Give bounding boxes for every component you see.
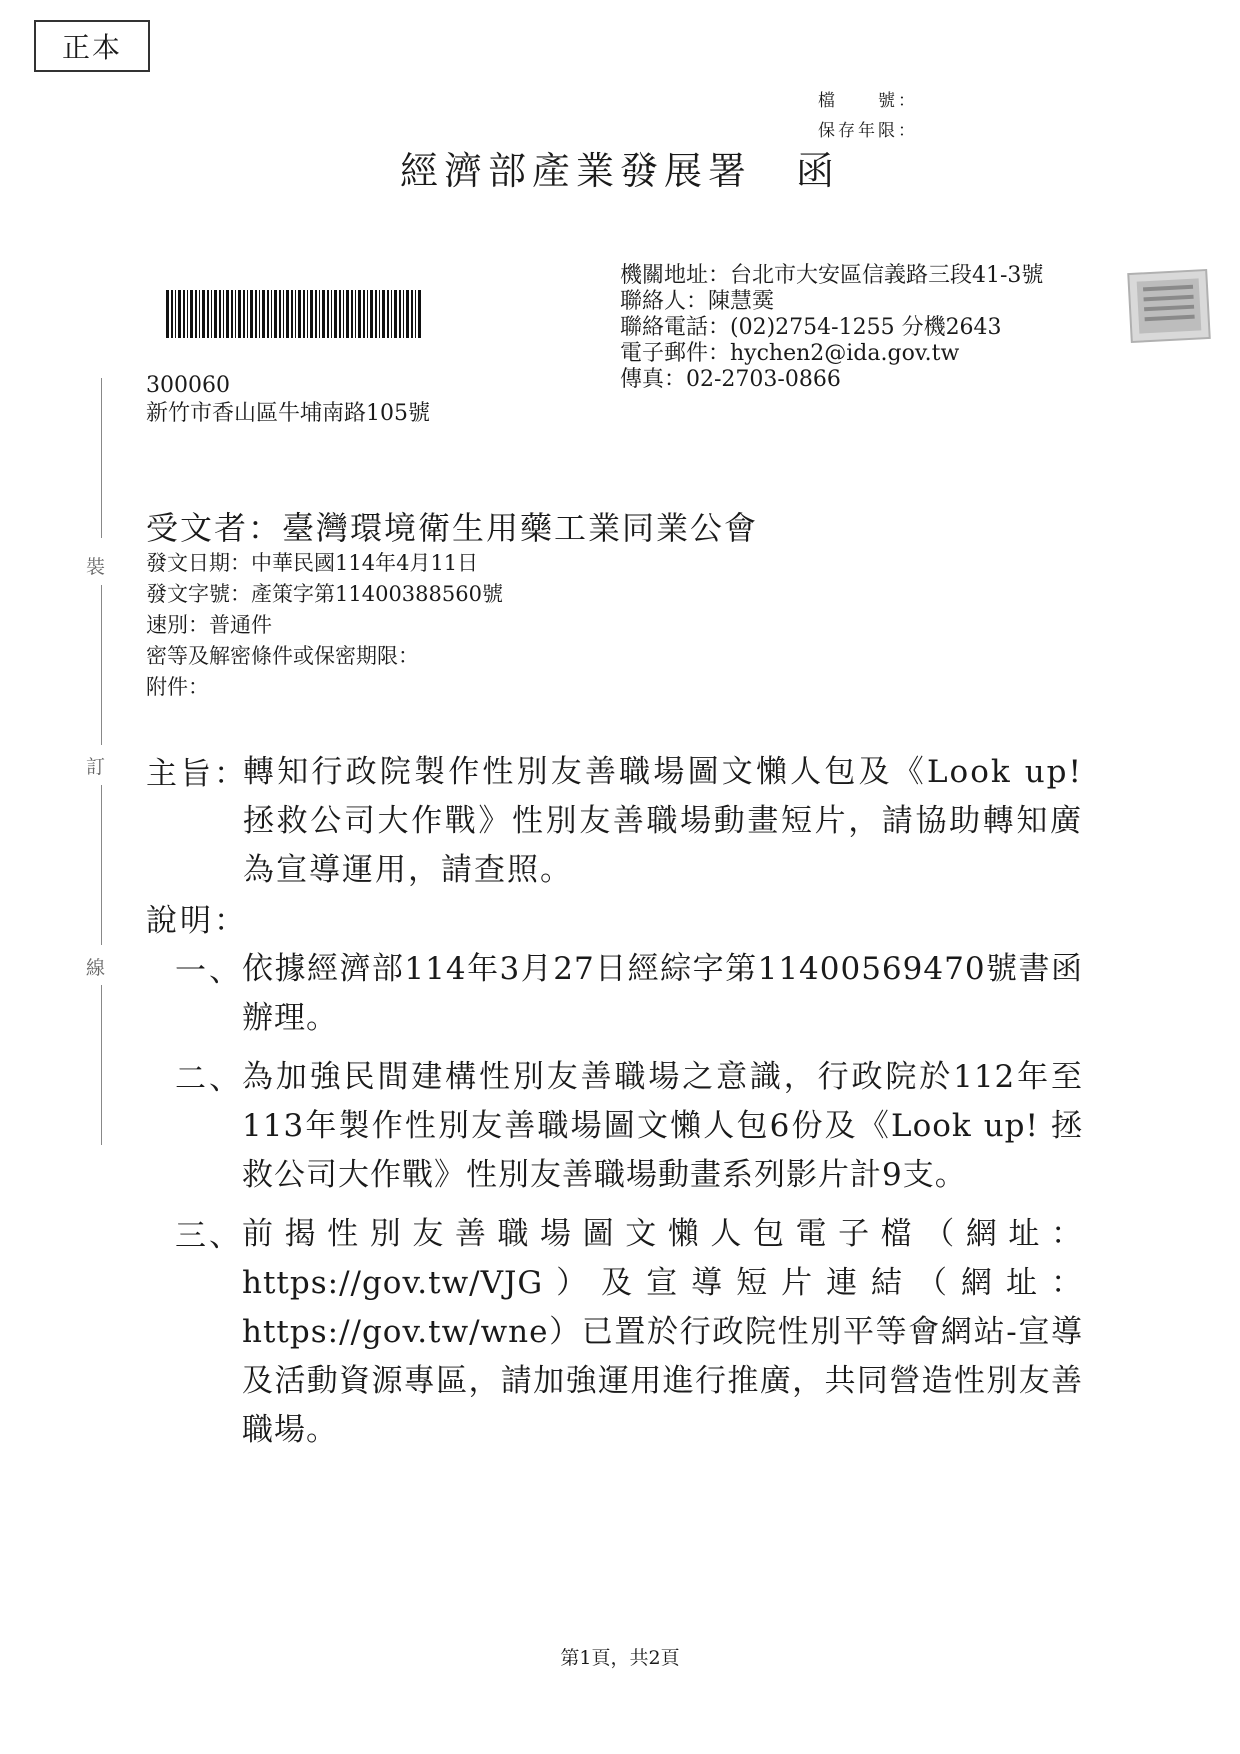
binding-line [101, 985, 102, 1145]
postal-code: 300060 [146, 373, 230, 398]
issue-date: 發文日期：中華民國114年4月11日 [146, 551, 479, 575]
binding-mark-ding: 訂 [86, 756, 106, 778]
binding-line [101, 378, 102, 538]
binding-mark-zhuang: 裝 [86, 556, 106, 578]
original-copy-label: 正本 [61, 31, 122, 64]
retention-period-label: 保存年限： [818, 121, 918, 141]
contact-block [620, 263, 1043, 393]
item-text-2: 為加強民間建構性別友善職場之意識，行政院於112年至113年製作性別友善職場圖文懶人包6份及《Look up! 拯救公司大作戰》性別友善職場動畫系列影片計9支。 [242, 1059, 1083, 1193]
attachment-label: 附件： [146, 675, 209, 699]
item-label-3: 三、 [175, 1218, 243, 1254]
item-label-1: 一、 [175, 953, 243, 989]
subject-label: 主旨： [146, 756, 248, 792]
subject-text: 轉知行政院製作性別友善職場圖文懶人包及《Look up! 拯救公司大作戰》性別友善職場動畫短片，請協助轉知廣為宣導運用，請查照。 [243, 754, 1083, 888]
item-text-1: 依據經濟部114年3月27日經綜字第11400569470號書函辦理。 [242, 951, 1083, 1036]
speed-class: 速別：普通件 [146, 613, 272, 637]
agency-address: 機關地址：台北市大安區信義路三段41-3號 [620, 263, 1044, 288]
contact-phone: 聯絡電話：(02)2754-1255 分機2643 [620, 315, 1002, 340]
original-copy-stamp [34, 20, 150, 72]
official-seal-icon [1126, 268, 1212, 344]
document-number: 發文字號：產策字第11400388560號 [146, 582, 503, 606]
explanation-label: 說明： [146, 903, 248, 939]
page-footer: 第1頁，共2頁 [560, 1647, 680, 1669]
file-number-label: 檔 號： [818, 91, 918, 111]
document-title: 經濟部產業發展署 函 [399, 149, 840, 193]
item-text-3: 前揭性別友善職場圖文懶人包電子檔（網址：https://gov.tw/VJG）及宣導短片連結（網址：https://gov.tw/wne）已置於行政院性別平等會網站-宣導及活動資源專區，請加強運用進行推廣，共同營造性別友善職場。 [242, 1216, 1083, 1448]
contact-person: 聯絡人：陳慧霙 [620, 289, 775, 314]
secrecy-level: 密等及解密條件或保密期限： [146, 644, 419, 668]
recipient-line: 受文者：臺灣環境衛生用藥工業同業公會 [146, 509, 759, 547]
street-address: 新竹市香山區牛埔南路105號 [146, 401, 430, 426]
binding-mark-xian: 線 [86, 957, 106, 979]
recipient-address [146, 372, 430, 428]
document-meta [146, 548, 503, 703]
contact-fax: 傳真：02-2703-0866 [620, 367, 841, 392]
binding-line [101, 585, 102, 745]
contact-email: 電子郵件：hychen2@ida.gov.tw [620, 341, 960, 366]
binding-line [101, 785, 102, 945]
item-label-2: 二、 [175, 1061, 243, 1097]
barcode-icon [164, 290, 426, 338]
